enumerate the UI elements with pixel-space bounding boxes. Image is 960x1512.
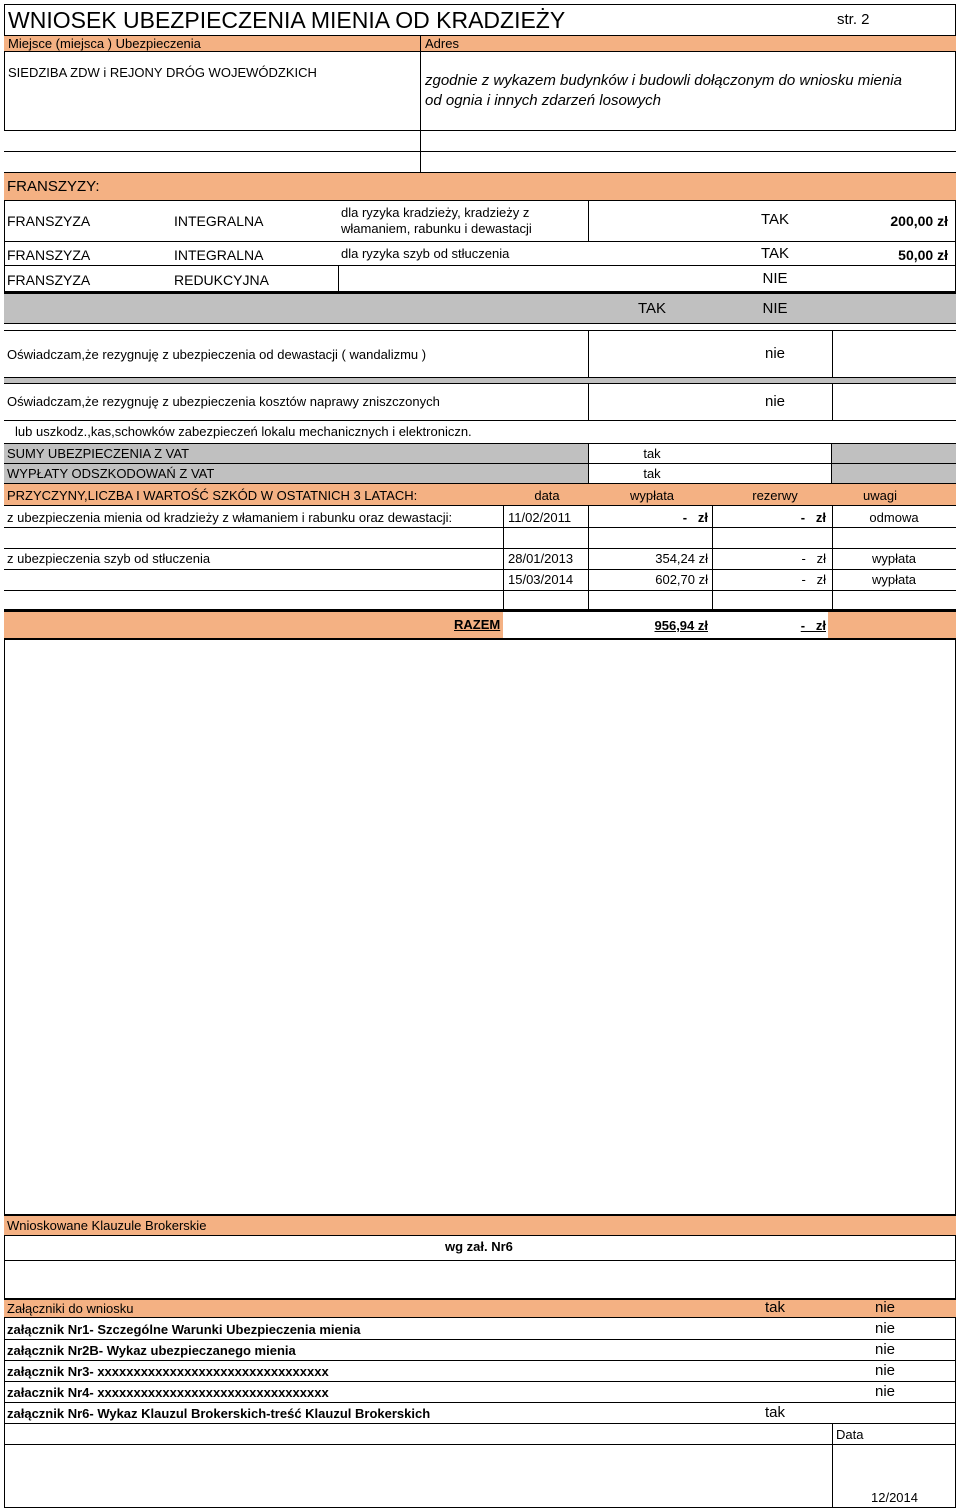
clauses-spacer [4, 1261, 956, 1298]
location-column-header: Miejsce (miejsca ) Ubezpieczenia [8, 36, 201, 51]
franchise-name: FRANSZYZA [7, 247, 91, 263]
attachment-value: nie [874, 1320, 896, 1337]
no-header: NIE [762, 300, 788, 317]
clauses-heading: Wnioskowane Klauzule Brokerskie [7, 1218, 207, 1233]
declaration-1-answer: nie [764, 345, 786, 362]
claim-reserve: - zł [800, 510, 826, 525]
claims-heading: PRZYCZYNY,LICZBA I WARTOŚĆ SZKÓD W OSTATNICH 3 LATACH: [7, 488, 418, 503]
franchise-name: FRANSZYZA [7, 213, 91, 229]
address-line-1: zgodnie z wykazem budynków i budowli dołączonym do wniosku mienia [425, 72, 902, 89]
claim-date: 11/02/2011 [508, 510, 572, 525]
claim-paid: 602,70 zł [655, 572, 708, 587]
claim-note: odmowa [869, 510, 919, 525]
claims-total-paid: 956,94 zł [654, 618, 708, 633]
yes-no-header-bar [4, 294, 956, 324]
claim-date: 28/01/2013 [508, 551, 574, 566]
attachment-value: tak [764, 1404, 785, 1421]
attachments-heading: Załączniki do wniosku [7, 1301, 134, 1316]
claim-reserve: - zł [801, 551, 826, 566]
claims-col-reserve: rezerwy [752, 488, 798, 503]
claim-desc: z ubezpieczenia szyb od stłuczenia [7, 551, 211, 566]
franchise-desc: dla ryzyka kradzieży, kradzieży z [341, 205, 530, 220]
sum-insured-value: tak [643, 446, 661, 461]
franchise-desc: włamaniem, rabunku i dewastacji [341, 221, 532, 236]
franchise-amount: 50,00 zł [898, 247, 948, 263]
franchise-flag: TAK [760, 211, 790, 228]
sum-insured-label: SUMY UBEZPIECZENIA Z VAT [7, 446, 190, 461]
franchise-type: INTEGRALNA [174, 247, 264, 263]
date-label: Data [836, 1427, 864, 1442]
claim-desc: z ubezpieczenia mienia od kradzieży z włamaniem i rabunku oraz dewastacji: [7, 510, 453, 525]
page-number: str. 2 [837, 11, 870, 28]
address-line-2: od ognia i innych zdarzeń losowych [425, 92, 661, 109]
page-title: WNIOSEK UBEZPIECZENIA MIENIA OD KRADZIEŻY [8, 7, 566, 33]
empty-row [4, 151, 956, 173]
attachment-label: załącznik Nr1- Szczególne Warunki Ubezpieczenia mienia [7, 1322, 361, 1337]
attachment-value: nie [874, 1341, 896, 1358]
location-value: SIEDZIBA ZDW i REJONY DRÓG WOJEWÓDZKICH [8, 65, 317, 80]
attachment-label: załącznik Nr3- xxxxxxxxxxxxxxxxxxxxxxxxxxxxxxxx [7, 1364, 329, 1379]
yes-header: TAK [637, 300, 667, 317]
claims-total-reserve: - zł [800, 618, 826, 633]
claim-paid: 354,24 zł [655, 551, 708, 566]
address-column-header: Adres [425, 36, 459, 51]
attachments-header-bar [4, 1298, 956, 1318]
claim-paid: - zł [682, 510, 708, 525]
attachment-value: nie [874, 1383, 896, 1400]
claims-payout-value: tak [643, 466, 661, 481]
franchise-flag: TAK [760, 245, 790, 262]
declaration-2-answer: nie [764, 393, 786, 410]
claims-col-date: data [534, 488, 560, 503]
attachments-no-header: nie [874, 1299, 896, 1316]
attachment-label: załacznik Nr4- xxxxxxxxxxxxxxxxxxxxxxxxxxxxxxxx [7, 1385, 329, 1400]
claims-total-label: RAZEM [454, 617, 501, 632]
declaration-1-text: Oświadczam,że rezygnuję z ubezpieczenia od dewastacji ( wandalizmu ) [7, 347, 427, 362]
claim-date: 15/03/2014 [508, 572, 574, 587]
claim-note: wypłata [871, 551, 917, 566]
claim-note: wypłata [871, 572, 917, 587]
franchise-type: INTEGRALNA [174, 213, 264, 229]
attachments-yes-header: tak [764, 1299, 785, 1316]
claims-payout-label: WYPŁATY ODSZKODOWAŃ Z VAT [7, 466, 215, 481]
franchise-name: FRANSZYZA [7, 272, 91, 288]
franchise-heading: FRANSZYZY: [7, 178, 100, 195]
declaration-2-continuation: lub uszkodz.,kas,schowków zabezpieczeń lokalu mechanicznych i elektroniczn. [15, 424, 472, 439]
franchise-flag: NIE [762, 270, 788, 287]
franchise-type: REDUKCYJNA [174, 272, 269, 288]
claims-col-notes: uwagi [863, 488, 897, 503]
franchise-desc: dla ryzyka szyb od stłuczenia [341, 246, 510, 261]
franchise-heading-bar [4, 173, 956, 201]
date-value: 12/2014 [871, 1490, 918, 1505]
clauses-value: wg zał. Nr6 [445, 1239, 513, 1254]
claims-col-paid: wypłata [629, 488, 675, 503]
claim-reserve: - zł [801, 572, 826, 587]
attachment-label: załącznik Nr6- Wykaz Klauzul Brokerskich-treść Klauzul Brokerskich [7, 1406, 431, 1421]
attachment-label: załącznik Nr2B- Wykaz ubezpieczanego mienia [7, 1343, 296, 1358]
declaration-2-text: Oświadczam,że rezygnuję z ubezpieczenia kosztów naprawy zniszczonych [7, 394, 440, 409]
franchise-amount: 200,00 zł [890, 213, 948, 229]
attachment-value: nie [874, 1362, 896, 1379]
